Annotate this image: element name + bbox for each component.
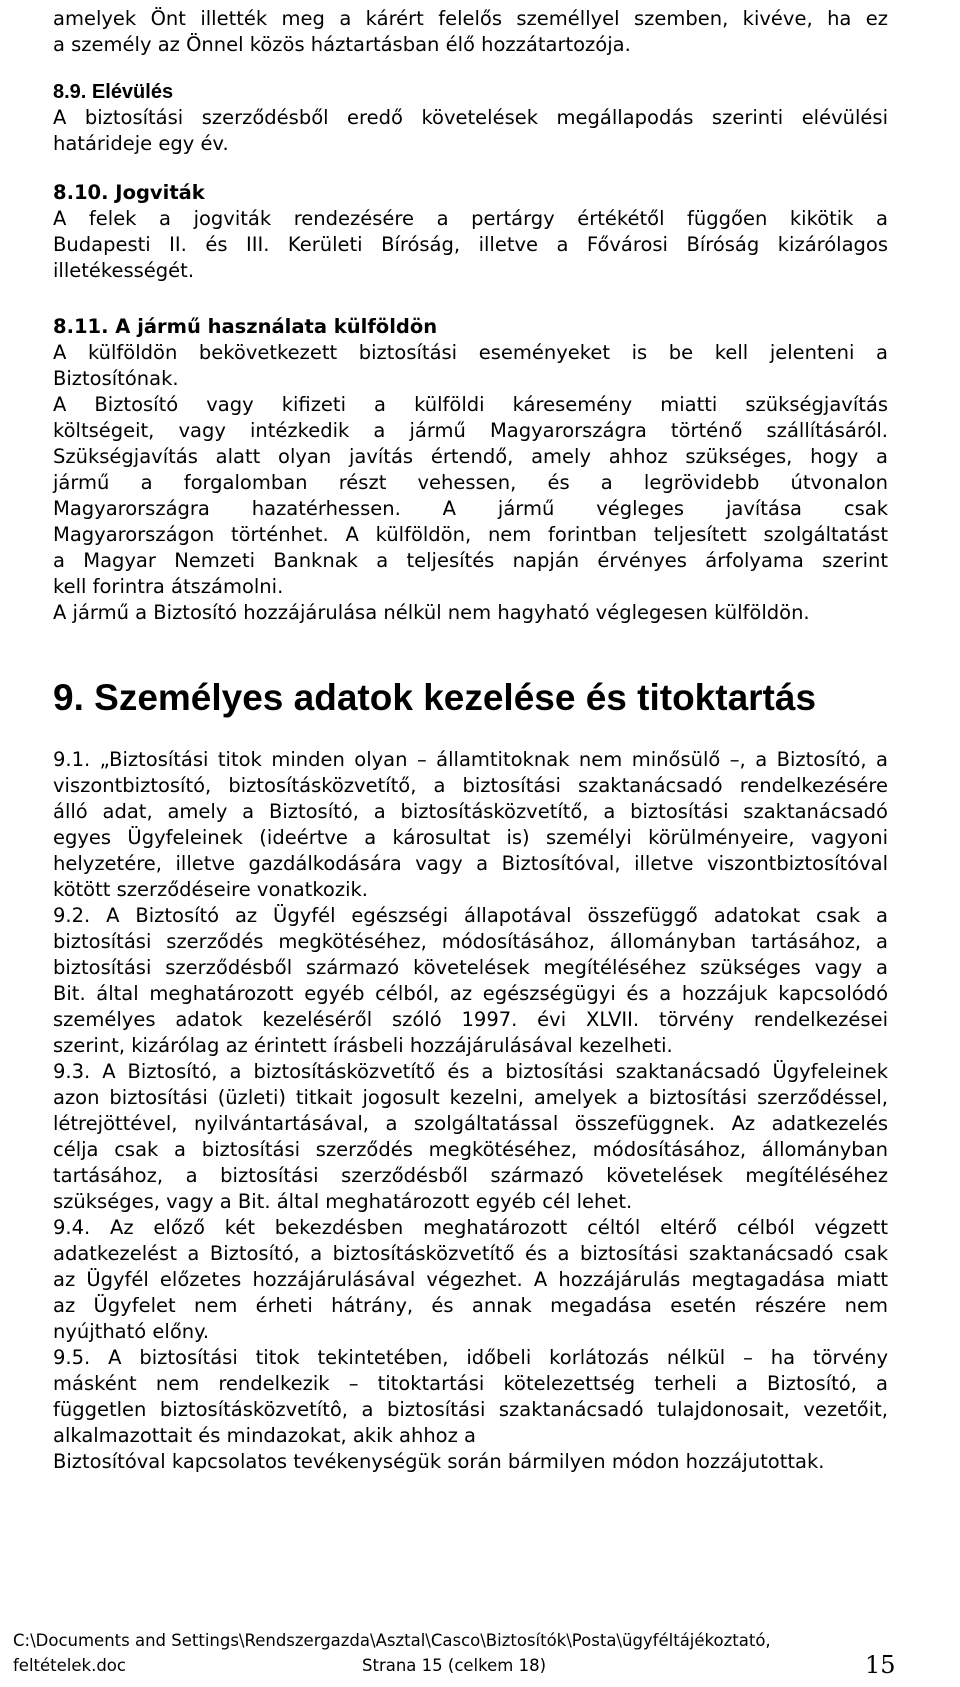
footer-file-path: C:\Documents and Settings\Rendszergazda\Asztal\Casco\Biztosítók\Posta\ügyféltájékoztató, <box>13 1631 771 1650</box>
chapter-9-line: az Ügyfelet nem érheti hátrány, és annak megadása esetén részére nem <box>53 1294 888 1317</box>
chapter-9-line: személyes adatok kezeléséről szóló 1997. évi XLVII. törvény rendelkezései <box>53 1008 888 1031</box>
footer-file-name: feltételek.doc <box>13 1656 126 1675</box>
section-8-10-line-3: illetékességét. <box>53 259 195 282</box>
chapter-9-line: szerint, kizárólag az érintett írásbeli hozzájárulásával kezelheti. <box>53 1034 673 1057</box>
chapter-9-line: nyújtható előny. <box>53 1320 210 1343</box>
chapter-9-line: adatkezelést a Biztosító, a biztosításközvetítő és a biztosítási szaktanácsadó csak <box>53 1242 888 1265</box>
chapter-9-line: létrejöttével, nyilvántartásával, a szolgáltatással összefüggnek. Az adatkezelés <box>53 1112 888 1135</box>
chapter-9-line: viszontbiztosító, biztosításközvetítő, a biztosítási szaktanácsadó rendelkezésére <box>53 774 888 797</box>
chapter-9-line: helyzetére, illetve gazdálkodására vagy a Biztosítóval, illetve viszontbiztosítóval <box>53 852 888 875</box>
section-8-10-line-2: Budapesti II. és III. Kerületi Bíróság, illetve a Fővárosi Bíróság kizárólagos <box>53 233 888 256</box>
page-number: 15 <box>865 1651 896 1679</box>
chapter-9-line: kötött szerződéseire vonatkozik. <box>53 878 368 901</box>
chapter-9-line: 9.2. A Biztosító az Ügyfél egészségi állapotával összefüggő adatokat csak a <box>53 904 888 927</box>
section-8-11-line: A külföldön bekövetkezett biztosítási eseményeket is be kell jelenteni a <box>53 341 888 364</box>
intro-line-2: a személy az Önnel közös háztartásban élő hozzátartozója. <box>53 33 631 56</box>
chapter-9-line: 9.1. „Biztosítási titok minden olyan – államtitoknak nem minősülő –, a Biztosító, a <box>53 748 888 771</box>
chapter-9-line: Bit. által meghatározott egyéb célból, az egészségügyi és a hozzájuk kapcsolódó <box>53 982 888 1005</box>
footer-page-count: Strana 15 (celkem 18) <box>362 1656 547 1675</box>
chapter-9-line: szükséges, vagy a Bit. által meghatározott egyéb cél lehet. <box>53 1190 633 1213</box>
section-8-11-line: A Biztosító vagy kifizeti a külföldi káresemény miatti szükségjavítás <box>53 393 888 416</box>
section-8-11-line: költségeit, vagy intézkedik a jármű Magyarországra történő szállításáról. <box>53 419 888 442</box>
section-8-11-line: Biztosítónak. <box>53 367 179 390</box>
section-8-11-line: Magyarországon történhet. A külföldön, nem forintban teljesített szolgáltatást <box>53 523 888 546</box>
section-8-11-heading: 8.11. A jármű használata külföldön <box>53 315 438 338</box>
section-8-11-line: kell forintra átszámolni. <box>53 575 284 598</box>
chapter-9-line: az Ügyfél előzetes hozzájárulásával végezhet. A hozzájárulás megtagadása miatt <box>53 1268 888 1291</box>
chapter-9-line: célja csak a biztosítási szerződés megkötéséhez, módosításához, állományban <box>53 1138 888 1161</box>
chapter-9-line: másként nem rendelkezik – titoktartási kötelezettség terheli a Biztosító, a <box>53 1372 888 1395</box>
chapter-9-line: 9.4. Az előző két bekezdésben meghatározott céltól eltérő célból végzett <box>53 1216 888 1239</box>
chapter-9-line: azon biztosítási (üzleti) titkait jogosult kezelni, amelyek a biztosítási szerződéssel, <box>53 1086 888 1109</box>
section-8-11-line: Szükségjavítás alatt olyan javítás értendő, amely ahhoz szükséges, hogy a <box>53 445 888 468</box>
chapter-9-line: 9.3. A Biztosító, a biztosításközvetítő és a biztosítási szaktanácsadó Ügyfeleinek <box>53 1060 888 1083</box>
section-8-10-line-1: A felek a jogviták rendezésére a pertárgy értékétől függően kikötik a <box>53 207 888 230</box>
chapter-9-title: 9. Személyes adatok kezelése és titoktartás <box>53 677 817 718</box>
chapter-9-line: 9.5. A biztosítási titok tekintetében, időbeli korlátozás nélkül – ha törvény <box>53 1346 888 1369</box>
chapter-9-line: biztosítási szerződés megkötéséhez, módosításához, állományban tartásához, a <box>53 930 888 953</box>
chapter-9-line: tartásához, a biztosítási szerződésből származó követelések megítéléséhez <box>53 1164 888 1187</box>
section-8-11-line: jármű a forgalomban részt vehessen, és a legrövidebb útvonalon <box>53 471 888 494</box>
section-8-11-line: a Magyar Nemzeti Banknak a teljesítés napján érvényes árfolyama szerint <box>53 549 888 572</box>
chapter-9-line: álló adat, amely a Biztosító, a biztosításközvetítő, a biztosítási szaktanácsadó <box>53 800 888 823</box>
section-8-11-line: Magyarországra hazatérhessen. A jármű végleges javítása csak <box>53 497 888 520</box>
section-8-9-line-1: A biztosítási szerződésből eredő követelések megállapodás szerinti elévülési <box>53 106 888 129</box>
section-8-10-heading: 8.10. Jogviták <box>53 181 205 204</box>
chapter-9-line: alkalmazottait és mindazokat, akik ahhoz a <box>53 1424 476 1447</box>
section-8-9-line-2: határideje egy év. <box>53 132 229 155</box>
section-8-11-line: A jármű a Biztosító hozzájárulása nélkül nem hagyható véglegesen külföldön. <box>53 601 810 624</box>
section-8-9-heading: 8.9. Elévülés <box>53 81 174 103</box>
chapter-9-line: egyes Ügyfeleinek (ideértve a károsultat is) személyi körülményeire, vagyoni <box>53 826 888 849</box>
chapter-9-line: független biztosításközvetítô, a biztosítási szaktanácsadó tulajdonosait, vezetőit, <box>53 1398 888 1421</box>
intro-line-1: amelyek Önt illették meg a kárért felelős személlyel szemben, kivéve, ha ez <box>53 7 888 30</box>
chapter-9-line: biztosítási szerződésből származó követelések megítéléséhez szükséges vagy a <box>53 956 888 979</box>
chapter-9-line: Biztosítóval kapcsolatos tevékenységük során bármilyen módon hozzájutottak. <box>53 1450 825 1473</box>
